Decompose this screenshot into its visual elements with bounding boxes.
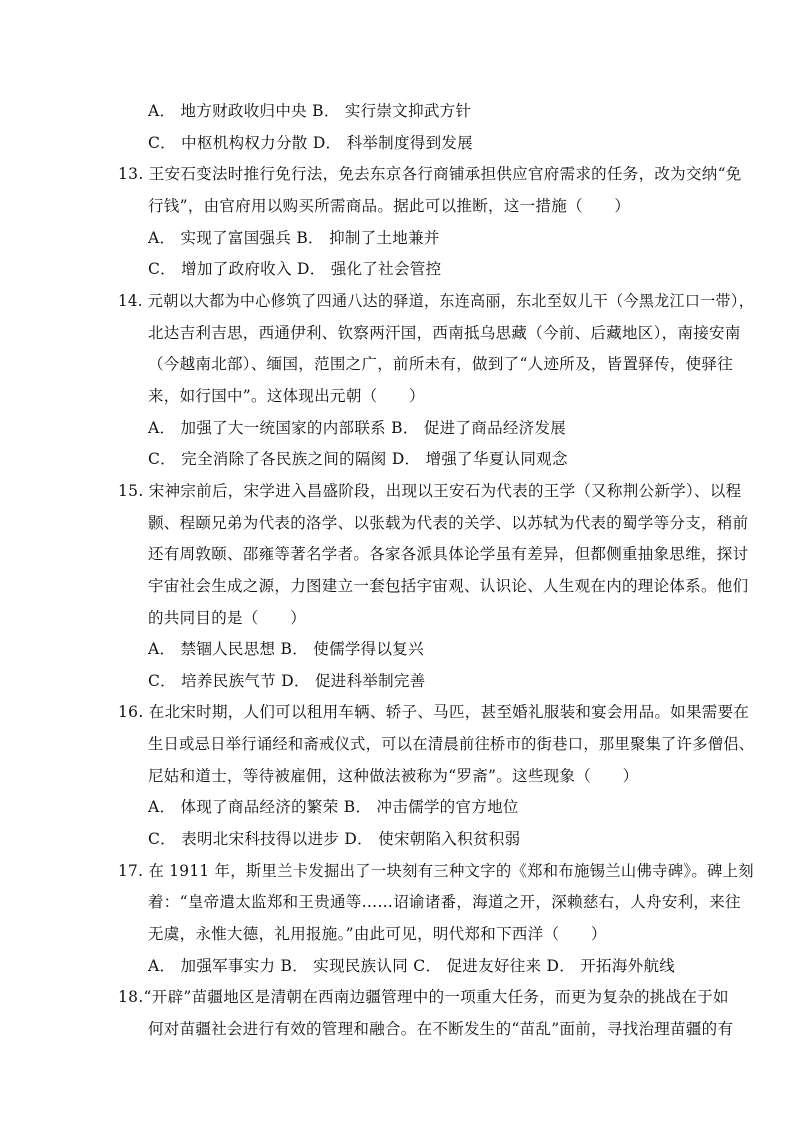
q14-stem-cont: （今越南北部）、缅国，范围之广，前所未有，做到了“人迹所及，皆置驿传，使驿往 (148, 355, 734, 373)
q16-options-cd: C． 表明北宋科技得以进步 D． 使宋朝陷入积贫积弱 (148, 830, 521, 848)
q14-options-ab: A． 加强了大一统国家的内部联系 B． 促进了商品经济发展 (148, 419, 567, 437)
q15-stem-cont: 还有周敦颐、邵雍等著名学者。各家各派具体论学虽有差异，但都侧重抽象思维，探讨 (148, 545, 749, 563)
q15-stem-cont: 的共同目的是（ ） (148, 609, 307, 627)
q15-stem-cont: 颢、程颐兄弟为代表的洛学、以张载为代表的关学、以苏轼为代表的蜀学等分支，稍前 (148, 514, 749, 532)
q14-stem: 14. 元朝以大都为中心修筑了四通八达的驿道，东连高丽，东北至奴儿干（今黑龙江口一带）， (118, 292, 755, 310)
q12-options-cd: C． 中枢机构权力分散 D． 科举制度得到发展 (148, 134, 473, 152)
q16-stem-cont: 生日或忌日举行诵经和斋戒仪式，可以在清晨前往桥市的街巷口，那里聚集了许多僧侣、 (148, 735, 755, 753)
q14-stem-cont: 来，如行国中”。这体现出元朝（ ） (148, 387, 425, 405)
q18-stem: 18.“开辟”苗疆地区是清朝在西南边疆管理中的一项重大任务，而更为复杂的挑战在于如 (118, 988, 729, 1006)
q17-stem: 17. 在 1911 年，斯里兰卡发掘出了一块刻有三种文字的《郑和布施锡兰山佛寺碑》。碑上刻 (118, 862, 754, 880)
q17-options: A． 加强军事实力 B． 实现民族认同 C． 促进友好往来 D． 开拓海外航线 (148, 957, 676, 975)
q15-stem: 15. 宋神宗前后，宋学进入昌盛阶段，出现以王安石为代表的王学（又称荆公新学）、以程 (118, 482, 742, 500)
q12-options-ab: A． 地方财政收归中央 B． 实行崇文抑武方针 (148, 102, 472, 120)
q15-options-cd: C． 培养民族气节 D． 促进科举制完善 (148, 672, 426, 690)
q16-stem-cont: 尼姑和道士，等待被雇佣，这种做法被称为“罗斋”。这些现象（ ） (148, 767, 639, 785)
q13-options-cd: C． 增加了政府收入 D． 强化了社会管控 (148, 260, 442, 278)
q14-options-cd: C． 完全消除了各民族之间的隔阂 D． 增强了华夏认同观念 (148, 450, 568, 468)
q14-stem-cont: 北达吉利吉思，西通伊利、钦察两汗国，西南抵乌思藏（今前、后藏地区），南接安南 (148, 324, 741, 342)
q16-stem: 16. 在北宋时期，人们可以租用车辆、轿子、马匹，甚至婚礼服装和宴会用品。如果需要在 (118, 703, 750, 721)
q16-options-ab: A． 体现了商品经济的繁荣 B． 冲击儒学的官方地位 (148, 798, 519, 816)
q15-stem-cont: 宇宙社会生成之源，力图建立一套包括宇宙观、认识论、人生观在内的理论体系。他们 (148, 577, 749, 595)
q17-stem-cont: 无虞，永惟大德，礼用报施。”由此可见，明代郑和下西洋（ ） (148, 925, 607, 943)
q13-stem: 13. 王安石变法时推行免行法，免去东京各行商铺承担供应官府需求的任务，改为交纳“免 (118, 165, 742, 183)
q18-stem-cont: 何对苗疆社会进行有效的管理和融合。在不断发生的“苗乱”面前，寻找治理苗疆的有 (148, 1020, 734, 1038)
q17-stem-cont: 着：“皇帝遣太监郑和王贵通等……诏谕诸番，海道之开，深赖慈右，人舟安利，来往 (148, 893, 741, 911)
q13-options-ab: A． 实现了富国强兵 B． 抑制了土地兼并 (148, 229, 440, 247)
q15-options-ab: A． 禁锢人民思想 B． 使儒学得以复兴 (148, 640, 424, 658)
q13-stem-cont: 行钱”，由官府用以购买所需商品。据此可以推断，这一措施（ ） (148, 197, 631, 215)
